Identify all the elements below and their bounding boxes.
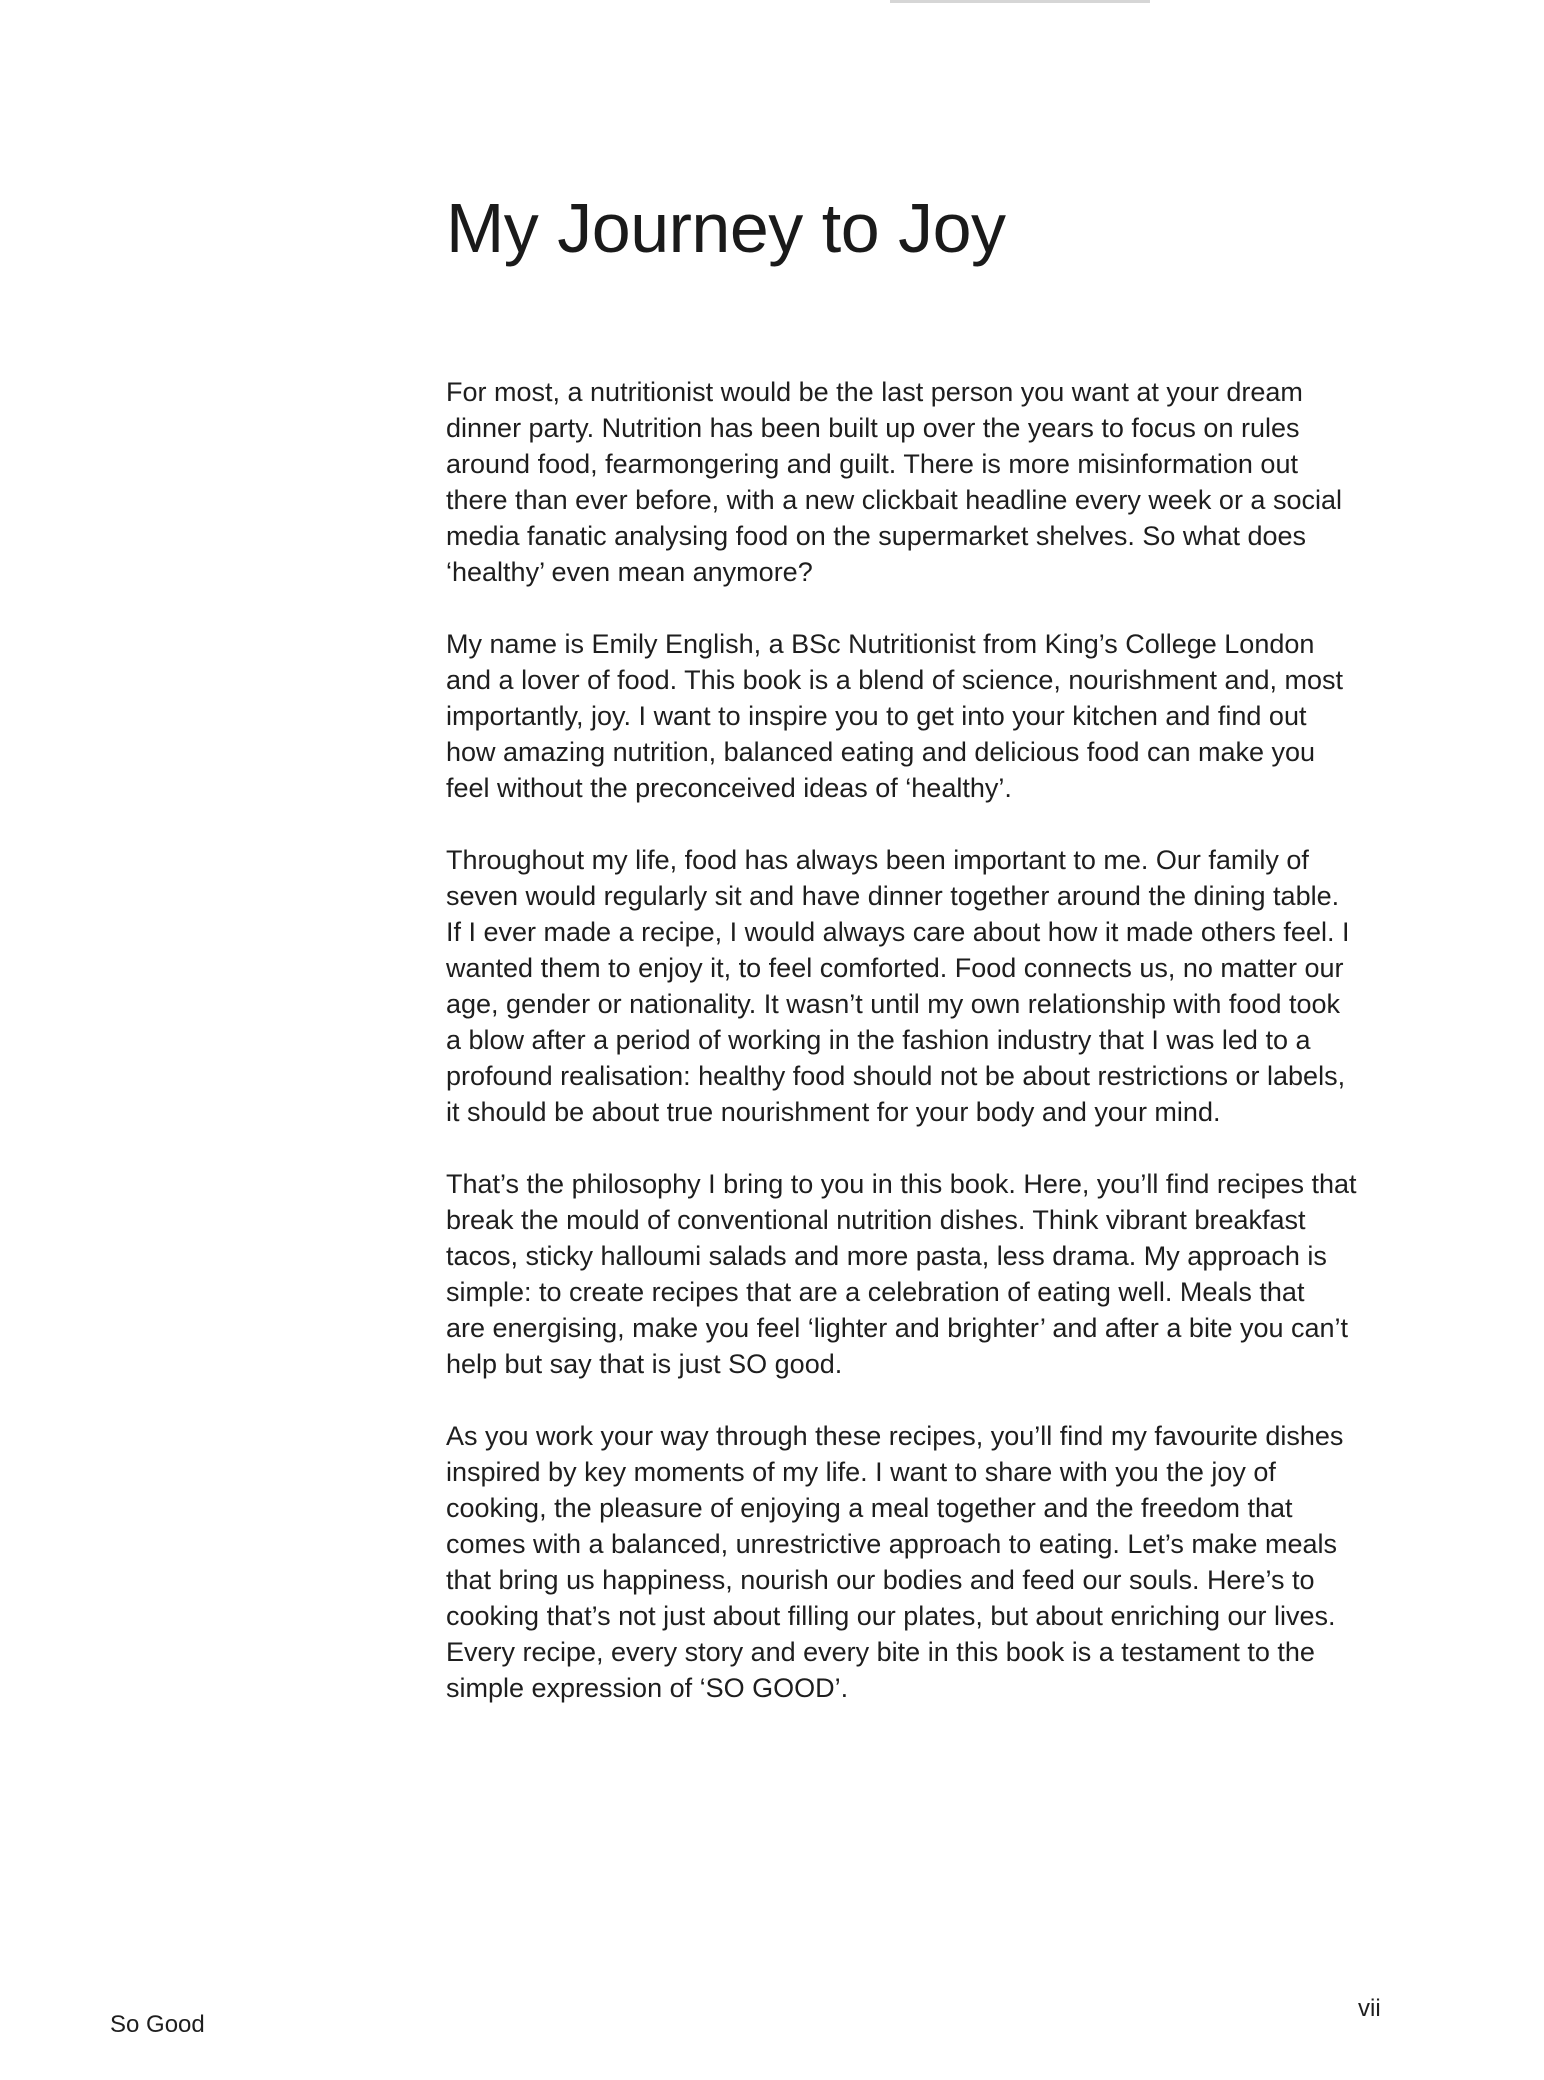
paragraph-5 [446, 1418, 1396, 1706]
text-line: cooking, the pleasure of enjoying a meal together and the freedom that [446, 1493, 1293, 1523]
text-line: around food, fearmongering and guilt. There is more misinformation out [446, 449, 1298, 479]
paragraph-2 [446, 626, 1396, 806]
text-line: age, gender or nationality. It wasn’t until my own relationship with food took [446, 989, 1340, 1019]
text-line: that bring us happiness, nourish our bodies and feed our souls. Here’s to [446, 1565, 1315, 1595]
paragraph-1 [446, 374, 1396, 590]
text-line: My name is Emily English, a BSc Nutritionist from King’s College London [446, 629, 1315, 659]
text-line: feel without the preconceived ideas of ‘healthy’. [446, 773, 1012, 803]
text-line: cooking that’s not just about filling our plates, but about enriching our lives. [446, 1601, 1336, 1631]
body-text [446, 374, 1396, 1742]
text-line: media fanatic analysing food on the supermarket shelves. So what does [446, 521, 1307, 551]
text-line: For most, a nutritionist would be the last person you want at your dream [446, 377, 1303, 407]
text-line: Every recipe, every story and every bite in this book is a testament to the [446, 1637, 1315, 1667]
text-line: simple expression of ‘SO GOOD’. [446, 1673, 849, 1703]
text-line: tacos, sticky halloumi salads and more pasta, less drama. My approach is [446, 1241, 1327, 1271]
page-title: My Journey to Joy [446, 189, 1006, 267]
text-line: and a lover of food. This book is a blend of science, nourishment and, most [446, 665, 1344, 695]
text-line: seven would regularly sit and have dinner together around the dining table. [446, 881, 1340, 911]
text-line: That’s the philosophy I bring to you in this book. Here, you’ll find recipes that [446, 1169, 1357, 1199]
page-top-edge-mark [890, 0, 1150, 3]
text-line: dinner party. Nutrition has been built up over the years to focus on rules [446, 413, 1300, 443]
text-line: there than ever before, with a new clickbait headline every week or a social [446, 485, 1342, 515]
text-line: it should be about true nourishment for your body and your mind. [446, 1097, 1221, 1127]
text-line: importantly, joy. I want to inspire you to get into your kitchen and find out [446, 701, 1307, 731]
text-line: help but say that is just SO good. [446, 1349, 843, 1379]
paragraph-4 [446, 1166, 1396, 1382]
text-line: a blow after a period of working in the fashion industry that I was led to a [446, 1025, 1311, 1055]
page-number: vii [1358, 1995, 1381, 2022]
text-line: As you work your way through these recipes, you’ll find my favourite dishes [446, 1421, 1344, 1451]
text-line: comes with a balanced, unrestrictive approach to eating. Let’s make meals [446, 1529, 1337, 1559]
text-line: break the mould of conventional nutrition dishes. Think vibrant breakfast [446, 1205, 1306, 1235]
text-line: inspired by key moments of my life. I want to share with you the joy of [446, 1457, 1276, 1487]
text-line: If I ever made a recipe, I would always care about how it made others feel. I [446, 917, 1350, 947]
text-line: are energising, make you feel ‘lighter and brighter’ and after a bite you can’t [446, 1313, 1349, 1343]
text-line: wanted them to enjoy it, to feel comforted. Food connects us, no matter our [446, 953, 1344, 983]
text-line: ‘healthy’ even mean anymore? [446, 557, 813, 587]
running-footer-book-title: So Good [110, 2011, 205, 2038]
text-line: Throughout my life, food has always been important to me. Our family of [446, 845, 1309, 875]
text-line: how amazing nutrition, balanced eating and delicious food can make you [446, 737, 1316, 767]
text-line: simple: to create recipes that are a celebration of eating well. Meals that [446, 1277, 1305, 1307]
paragraph-3 [446, 842, 1396, 1130]
text-line: profound realisation: healthy food should not be about restrictions or labels, [446, 1061, 1346, 1091]
